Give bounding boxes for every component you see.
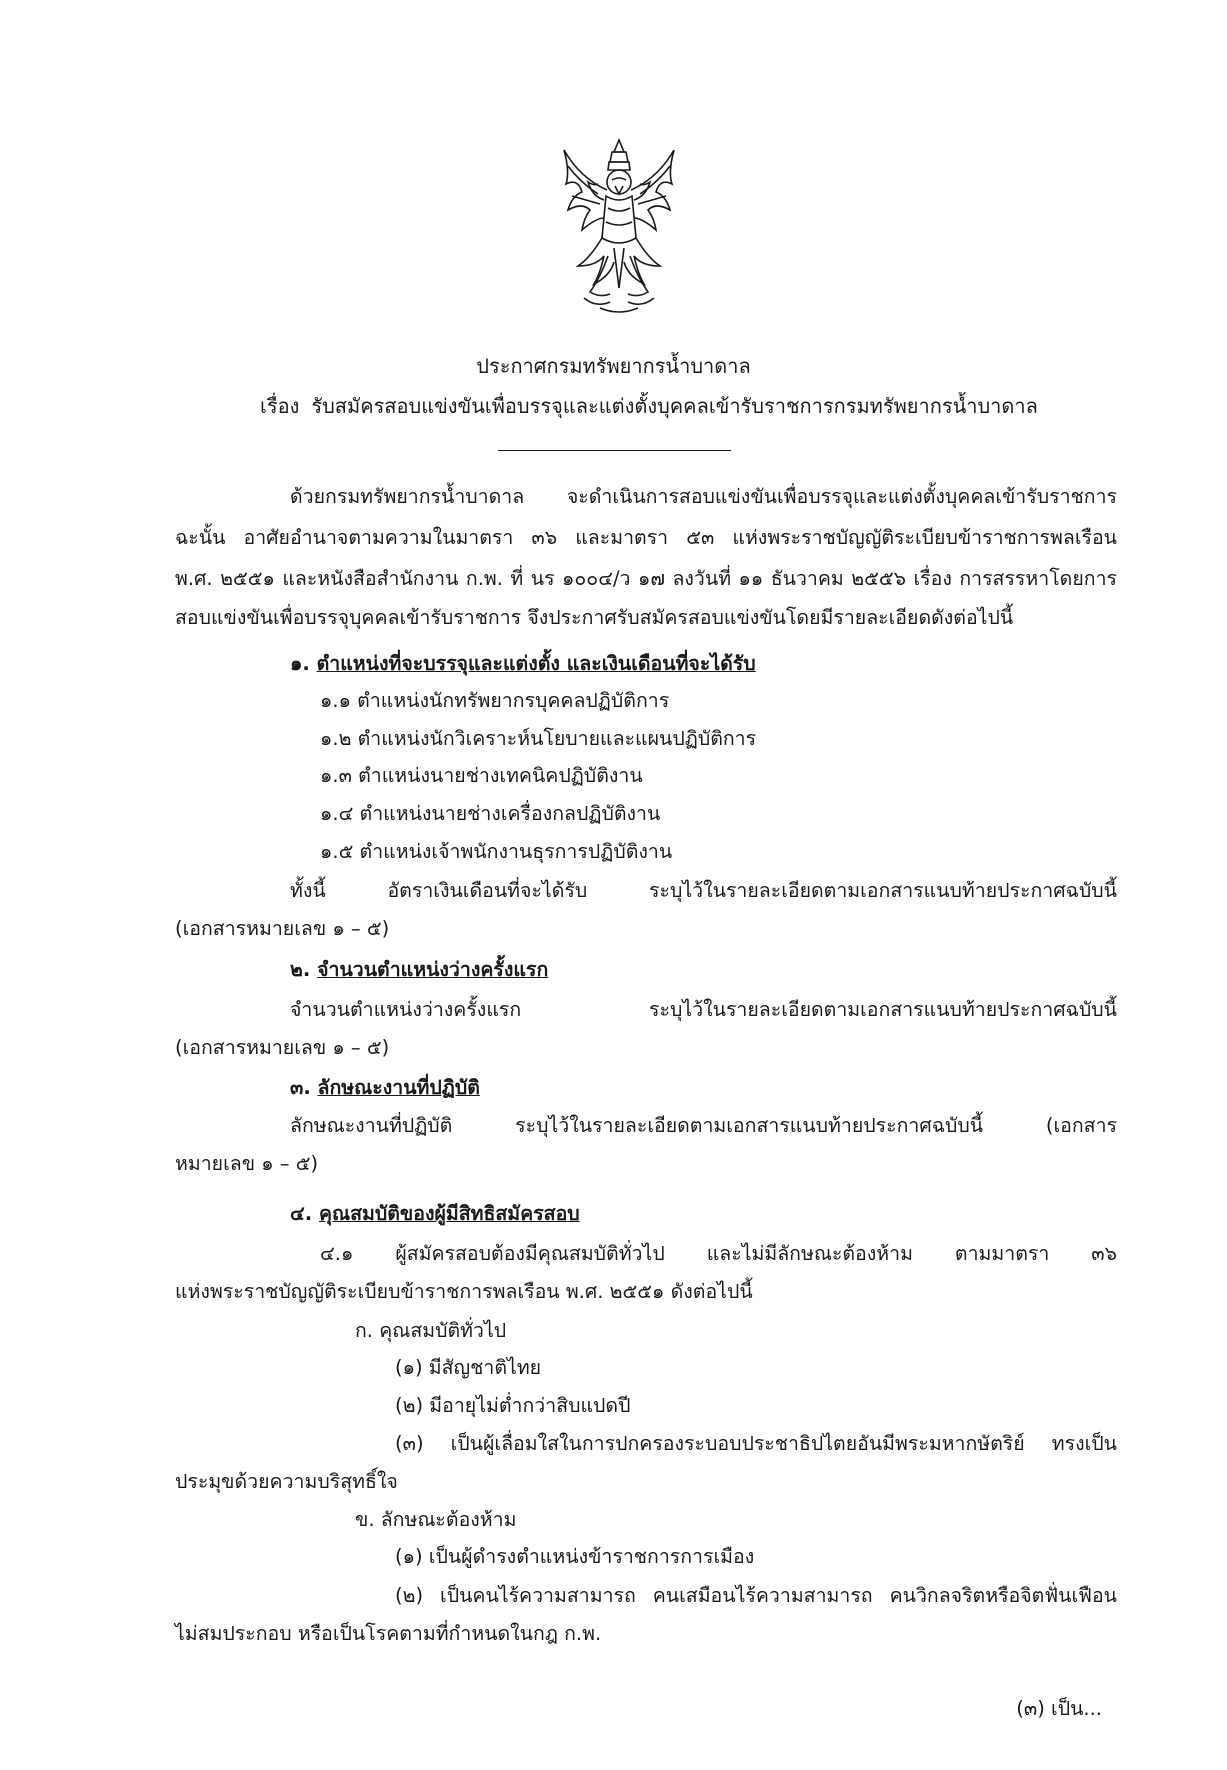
- intro-line: สอบแข่งขันเพื่อบรรจุบุคคลเข้ารับราชการ จึงประกาศรับสมัครสอบแข่งขันโดยมีรายละเอียดดังต่อไปนี้: [175, 606, 1014, 629]
- position-item: ๑.๓ ตำแหน่งนายช่างเทคนิคปฏิบัติงาน: [320, 764, 643, 787]
- section-3-heading: [290, 1074, 480, 1102]
- prohibition-item: (๑) เป็นผู้ดำรงตำแหน่งข้าราชการการเมือง: [395, 1545, 755, 1568]
- position-item: ๑.๕ ตำแหน่งเจ้าพนักงานธุรการปฏิบัติงาน: [320, 840, 673, 863]
- section-4-title: คุณสมบัติของผู้มีสิทธิสมัครสอบ: [318, 1202, 580, 1225]
- qualification-item-cont: ประมุขด้วยความบริสุทธิ์ใจ: [175, 1470, 398, 1493]
- section-1-number: ๑.: [290, 652, 310, 675]
- qualification-item: (๑) มีสัญชาติไทย: [395, 1356, 542, 1379]
- section-1-heading: [290, 650, 756, 678]
- title-divider: [498, 450, 731, 451]
- section-2-heading: [290, 956, 548, 984]
- prohibitions-heading: ข. ลักษณะต้องห้าม: [355, 1508, 517, 1531]
- intro-line: ฉะนั้น อาศัยอำนาจตามความในมาตรา ๓๖ และมาตรา ๕๓ แห่งพระราชบัญญัติระเบียบข้าราชการพลเรือน: [175, 526, 1117, 549]
- qualification-item: (๒) มีอายุไม่ต่ำกว่าสิบแปดปี: [395, 1394, 631, 1417]
- qualification-para: ๔.๑ ผู้สมัครสอบต้องมีคุณสมบัติทั่วไป และไม่มีลักษณะต้องห้าม ตามมาตรา ๓๖: [320, 1242, 1117, 1265]
- subject-text: รับสมัครสอบแข่งขันเพื่อบรรจุและแต่งตั้งบุคคลเข้ารับราชการกรมทรัพยากรน้ำบาดาล: [311, 394, 1038, 418]
- garuda-emblem: [560, 138, 678, 316]
- salary-note: ทั้งนี้ อัตราเงินเดือนที่จะได้รับ ระบุไว้ในรายละเอียดตามเอกสารแนบท้ายประกาศฉบับนี้: [290, 879, 1117, 902]
- duty-note: ลักษณะงานที่ปฏิบัติ ระบุไว้ในรายละเอียดตามเอกสารแนบท้ายประกาศฉบับนี้ (เอกสาร: [290, 1114, 1117, 1137]
- intro-line: ด้วยกรมทรัพยากรน้ำบาดาล จะดำเนินการสอบแข่งขันเพื่อบรรจุและแต่งตั้งบุคคลเข้ารับราชการ: [290, 485, 1117, 508]
- prohibition-item-cont: ไม่สมประกอบ หรือเป็นโรคตามที่กำหนดในกฎ ก.พ.: [175, 1622, 602, 1645]
- section-2-title: จำนวนตำแหน่งว่างครั้งแรก: [317, 958, 549, 981]
- section-1-title: ตำแหน่งที่จะบรรจุและแต่งตั้ง และเงินเดือนที่จะได้รับ: [316, 652, 756, 675]
- position-item: ๑.๑ ตำแหน่งนักทรัพยากรบุคคลปฏิบัติการ: [320, 689, 670, 712]
- vacancy-note-ref: (เอกสารหมายเลข ๑ – ๕): [175, 1036, 390, 1059]
- position-item: ๑.๒ ตำแหน่งนักวิเคราะห์นโยบายและแผนปฏิบัติการ: [320, 727, 757, 750]
- section-3-title: ลักษณะงานที่ปฏิบัติ: [317, 1076, 480, 1099]
- continuation-marker: (๓) เป็น...: [1016, 1697, 1102, 1720]
- vacancy-note: จำนวนตำแหน่งว่างครั้งแรก ระบุไว้ในรายละเอียดตามเอกสารแนบท้ายประกาศฉบับนี้: [290, 998, 1117, 1021]
- section-4-number: ๔.: [290, 1202, 313, 1225]
- qualification-item: (๓) เป็นผู้เลื่อมใสในการปกครองระบอบประชาธิปไตยอันมีพระมหากษัตริย์ ทรงเป็น: [395, 1432, 1117, 1455]
- announcement-subject: [260, 392, 1038, 420]
- intro-line: พ.ศ. ๒๕๕๑ และหนังสือสำนักงาน ก.พ. ที่ นร ๑๐๐๔/ว ๑๗ ลงวันที่ ๑๑ ธันวาคม ๒๕๕๖ เรื่อง การสรรหาโดยการ: [175, 567, 1117, 590]
- duty-note-ref: หมายเลข ๑ – ๕): [175, 1152, 319, 1175]
- announcement-title: ประกาศกรมทรัพยากรน้ำบาดาล: [476, 354, 751, 378]
- general-qualifications-heading: ก. คุณสมบัติทั่วไป: [355, 1319, 507, 1342]
- section-2-number: ๒.: [290, 958, 311, 981]
- prohibition-item: (๒) เป็นคนไร้ความสามารถ คนเสมือนไร้ความสามารถ คนวิกลจริตหรือจิตฟั่นเฟือน: [395, 1584, 1117, 1607]
- subject-label: เรื่อง: [260, 394, 300, 418]
- position-item: ๑.๔ ตำแหน่งนายช่างเครื่องกลปฏิบัติงาน: [320, 802, 661, 825]
- section-3-number: ๓.: [290, 1076, 311, 1099]
- salary-note-ref: (เอกสารหมายเลข ๑ – ๕): [175, 917, 390, 940]
- section-4-heading: [290, 1200, 580, 1228]
- qualification-para: แห่งพระราชบัญญัติระเบียบข้าราชการพลเรือน พ.ศ. ๒๕๕๑ ดังต่อไปนี้: [175, 1280, 753, 1303]
